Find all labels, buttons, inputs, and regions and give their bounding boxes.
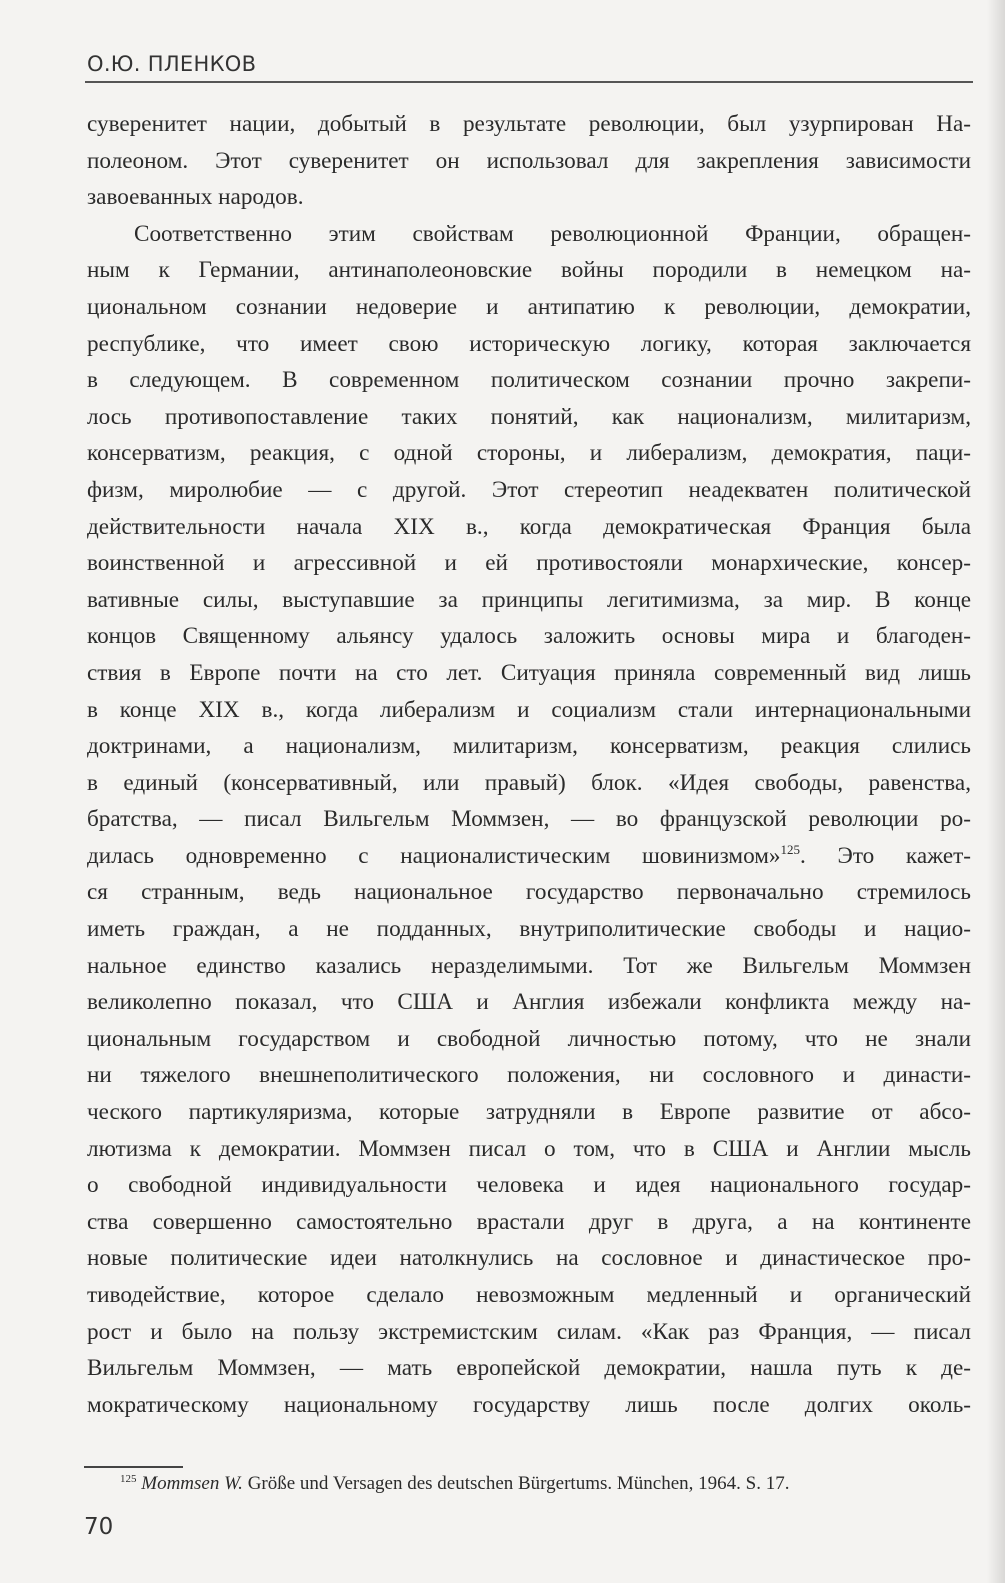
text-line: ным к Германии, антинаполеоновские войны породили в немецком на-: [87, 257, 971, 284]
text-line: ческого партикуляризма, которые затрудняли в Европе развитие от абсо-: [87, 1099, 971, 1126]
text-segment: дилась одновременно с националистическим шовинизмом»: [87, 842, 781, 869]
text-segment: . Это кажет-: [800, 842, 972, 869]
text-line: ства совершенно самостоятельно врастали друг в друга, а на континенте: [87, 1208, 971, 1235]
text-line: ни тяжелого внешнеполитического положения, ни сословного и династи-: [87, 1062, 971, 1089]
text-line-with-footnote-ref: [87, 838, 971, 875]
text-line: ствия в Европе почти на сто лет. Ситуация приняла современный вид лишь: [87, 659, 971, 686]
header-rule: [85, 81, 973, 83]
text-line: вативные силы, выступавшие за принципы легитимизма, за мир. В конце: [87, 586, 971, 613]
text-line: суверенитет нации, добытый в результате революции, был узурпирован На-: [87, 111, 971, 137]
text-line: Соответственно этим свойствам революционной Франции, обращен-: [134, 220, 971, 247]
text-line: в следующем. В современном политическом сознании прочно закрепи-: [87, 367, 971, 394]
text-line: рост и было на пользу экстремистским силам. «Как раз Франция, — писал: [87, 1318, 971, 1345]
text-line: нальное единство казались неразделимыми. Тот же Вильгельм Моммзен: [87, 952, 971, 979]
text-line: доктринами, а национализм, милитаризм, консерватизм, реакция слились: [87, 733, 971, 760]
text-line: в единый (консервативный, или правый) блок. «Идея свободы, равенства,: [87, 769, 971, 796]
text-line: в конце XIX в., когда либерализм и социализм стали интернациональными: [87, 696, 971, 723]
text-line: республике, что имеет свою историческую логику, которая заключается: [87, 330, 971, 357]
text-line: консерватизм, реакция, с одной стороны, и либерализм, демократия, паци-: [87, 440, 971, 467]
text-line: воинственной и агрессивной и ей противостояли монархические, консер-: [87, 550, 971, 577]
text-line: полеоном. Этот суверенитет он использовал для закрепления зависимости: [87, 147, 971, 174]
text-line: физм, миролюбие — с другой. Этот стереотип неадекватен политической: [87, 476, 971, 503]
text-line: концов Священному альянсу удалось заложить основы мира и благоден-: [87, 623, 971, 650]
text-line: братства, — писал Вильгельм Моммзен, — во французской революции ро-: [87, 806, 971, 833]
running-head-author: О.Ю. ПЛЕНКОВ: [87, 52, 257, 76]
text-line: циональном сознании недоверие и антипатию к революции, демократии,: [87, 293, 971, 320]
page-number: 70: [84, 1514, 114, 1540]
text-line: великолепно показал, что США и Англия избежали конфликта между на-: [87, 989, 971, 1016]
text-line: новые политические идеи натолкнулись на сословное и династическое про-: [87, 1245, 971, 1272]
text-line: о свободной индивидуальности человека и идея национального государ-: [87, 1172, 971, 1199]
footnote-reference[interactable]: 125: [780, 841, 801, 857]
main-text: [87, 106, 971, 1423]
footnote-125: [120, 1473, 789, 1495]
text-line: Вильгельм Моммзен, — мать европейской демократии, нашла путь к де-: [87, 1355, 971, 1382]
text-line: ся странным, ведь национальное государство первоначально стремилось: [87, 879, 971, 906]
footnote-number: 125: [120, 1473, 137, 1485]
footnote-text: Größe und Versagen des deutschen Bürgertums. München, 1964. S. 17.: [242, 1473, 790, 1494]
text-line: лютизма к демократии. Моммзен писал о том, что в США и Англии мысль: [87, 1135, 971, 1162]
text-line: иметь граждан, а не подданных, внутриполитические свободы и нацио-: [87, 916, 971, 943]
footnote-separator: [84, 1466, 183, 1468]
text-line: тиводействие, которое сделало невозможным медленный и органический: [87, 1282, 971, 1308]
text-line: действительности начала XIX в., когда демократическая Франция была: [87, 513, 971, 540]
text-line: мократическому национальному государству лишь после долгих околь-: [87, 1391, 971, 1418]
text-line: завоеванных народов.: [87, 184, 304, 211]
text-line: циональным государством и свободной личностью потому, что не знали: [87, 1025, 971, 1052]
footnote-author: Mommsen W.: [141, 1473, 243, 1494]
page-edge-shadow: [987, 0, 1005, 1583]
text-line: лось противопоставление таких понятий, как национализм, милитаризм,: [87, 403, 971, 430]
